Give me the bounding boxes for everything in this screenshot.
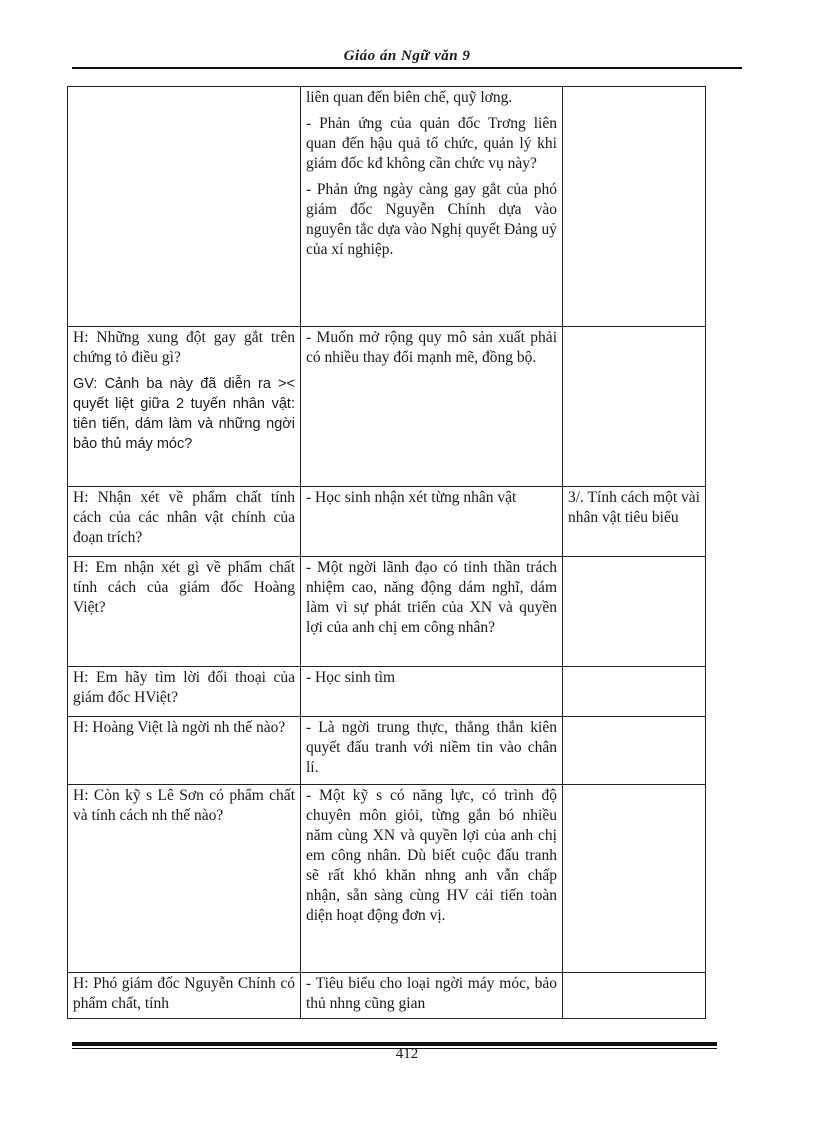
question-cell [68, 327, 301, 487]
activity-cell [301, 327, 563, 487]
question-cell [68, 667, 301, 717]
content-cell [563, 973, 706, 1019]
table-row [68, 557, 706, 667]
table-row [68, 327, 706, 487]
question-text: H: Hoàng Việt là ngời nh thế nào? [73, 719, 286, 736]
activity-cell [301, 557, 563, 667]
header-rule [72, 67, 742, 69]
activity-cell [301, 667, 563, 717]
question-text: H: Em nhận xét gì về phẩm chất tính cách của giám đốc Hoàng Việt? [73, 559, 295, 616]
question-cell [68, 973, 301, 1019]
content-cell [563, 327, 706, 487]
lesson-table [67, 86, 706, 1019]
content-cell [563, 667, 706, 717]
question-cell [68, 557, 301, 667]
teacher-note-text: GV: Cảnh ba này đã diễn ra >< quyết liệt giữa 2 tuyến nhân vật: tiên tiến, dám làm và những ngời bảo thủ máy móc? [73, 376, 295, 452]
activity-text: - Học sinh tìm [306, 669, 396, 686]
activity-text: - Muốn mở rộng quy mô sản xuất phải có nhiều thay đổi mạnh mẽ, đồng bộ. [306, 329, 557, 366]
page-header-title: Giáo án Ngữ văn 9 [343, 48, 471, 64]
table-row [68, 973, 706, 1019]
question-text: H: Còn kỹ s Lê Sơn có phẩm chất và tính cách nh thế nào? [73, 787, 295, 824]
activity-cell [301, 717, 563, 785]
activity-text: - Là ngời trung thực, thẳng thắn kiên quyết đấu tranh với niềm tin vào chân lí. [306, 719, 557, 776]
section-heading-text: 3/. Tính cách một vài nhân vật tiêu biểu [568, 489, 700, 526]
table-row [68, 87, 706, 327]
table-row [68, 717, 706, 785]
activity-text: - Học sinh nhận xét từng nhân vật [306, 489, 517, 506]
activity-text: - Một kỹ s có năng lực, có trình độ chuyên môn giỏi, từng gắn bó nhiều năm cùng XN và quyền lợi của anh chị em công nhân. Dù biết cuộc đấu tranh sẽ rất khó khăn nhng anh vẫn chấp nhận, sẵn sàng cùng HV cải tiến toàn diện hoạt động đơn vị. [306, 787, 557, 924]
activity-text: liên quan đến biên chế, quỹ lơng. [306, 89, 513, 106]
activity-text: - Phản ứng của quản đốc Trơng liên quan đến hậu quả tổ chức, quản lý khi giám đốc kđ không cần chức vụ này? [306, 115, 557, 172]
activity-cell [301, 87, 563, 327]
content-cell [563, 87, 706, 327]
question-text: H: Những xung đột gay gắt trên chứng tỏ điều gì? [73, 329, 295, 366]
table-row [68, 487, 706, 557]
table-row [68, 667, 706, 717]
page-number: 412 [395, 1046, 419, 1062]
question-cell [68, 87, 301, 327]
activity-text: - Phản ứng ngày càng gay gắt của phó giám đốc Nguyễn Chính dựa vào nguyên tắc dựa vào Nghị quyết Đảng uỷ của xí nghiệp. [306, 181, 557, 258]
question-cell [68, 717, 301, 785]
table-row [68, 785, 706, 973]
content-cell [563, 717, 706, 785]
activity-cell [301, 973, 563, 1019]
activity-cell [301, 785, 563, 973]
question-cell [68, 785, 301, 973]
activity-text: - Một ngời lãnh đạo có tinh thần trách nhiệm cao, năng động dám nghĩ, dám làm vì sự phát triển của XN và quyền lợi của anh chị em công nhân? [306, 559, 557, 636]
question-text: H: Nhận xét về phẩm chất tính cách của các nhân vật chính của đoạn trích? [73, 489, 295, 546]
activity-text: - Tiêu biểu cho loại ngời máy móc, bảo thủ nhng cũng gian [306, 975, 557, 1012]
content-cell [563, 785, 706, 973]
content-cell [563, 487, 706, 557]
content-cell [563, 557, 706, 667]
activity-cell [301, 487, 563, 557]
question-text: H: Em hãy tìm lời đối thoại của giám đốc HViệt? [73, 669, 295, 706]
question-cell [68, 487, 301, 557]
question-text: H: Phó giám đốc Nguyễn Chính có phẩm chất, tính [73, 975, 295, 1012]
